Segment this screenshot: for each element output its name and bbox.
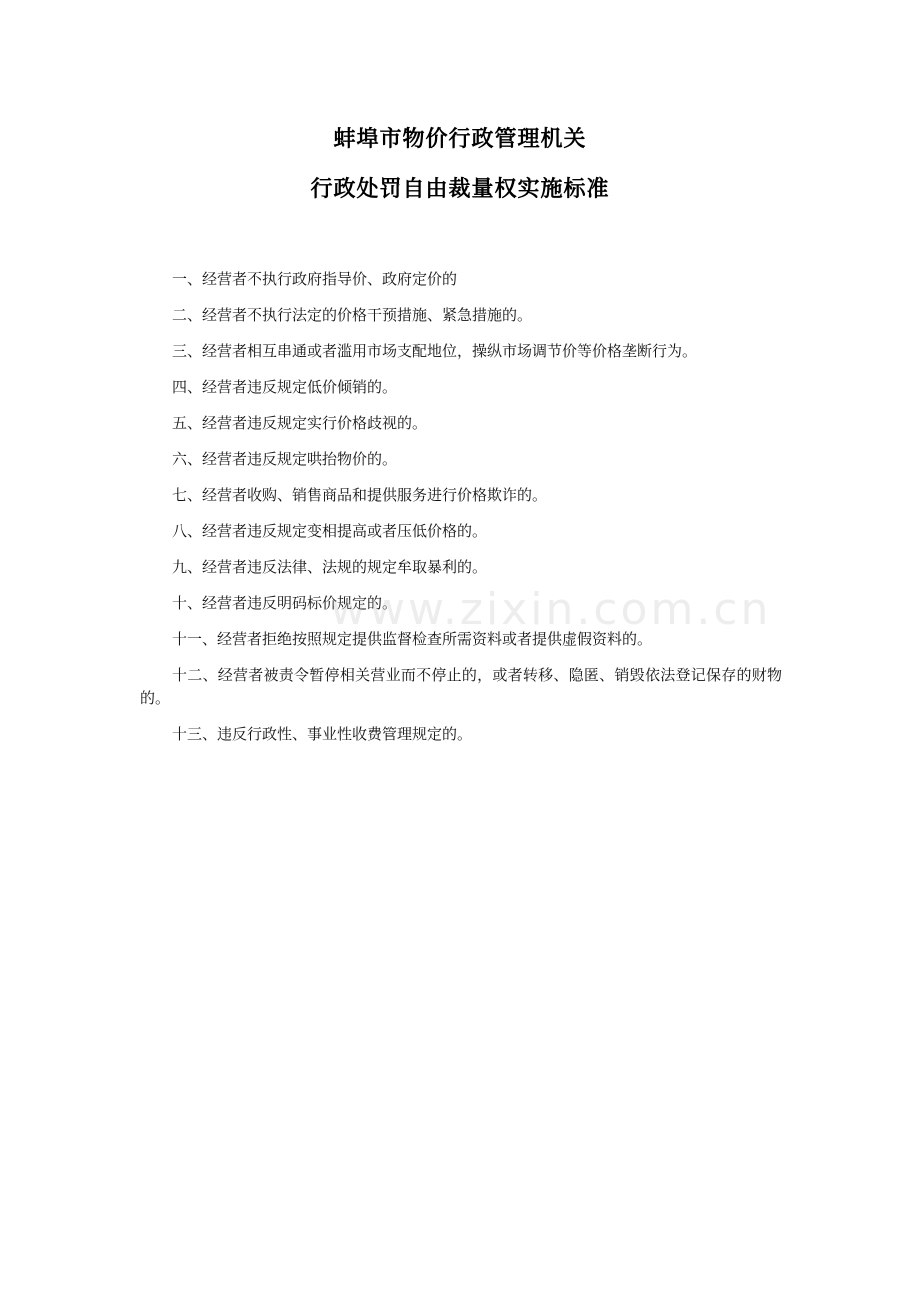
list-item: 七、经营者收购、销售商品和提供服务进行价格欺诈的。 [172, 486, 548, 504]
list-item: 三、经营者相互串通或者滥用市场支配地位，操纵市场调节价等价格垄断行为。 [172, 342, 698, 360]
list-item: 十三、违反行政性、事业性收费管理规定的。 [172, 725, 473, 743]
list-item: 六、经营者违反规定哄抬物价的。 [172, 450, 398, 468]
list-item: 九、经营者违反法律、法规的规定牟取暴利的。 [172, 558, 488, 576]
list-item: 一、经营者不执行政府指导价、政府定价的 [172, 270, 458, 288]
list-item: 十一、经营者拒绝按照规定提供监督检查所需资料或者提供虚假资料的。 [172, 630, 653, 648]
document-title-line2: 行政处罚自由裁量权实施标准 [310, 177, 610, 202]
list-item: 二、经营者不执行法定的价格干预措施、紧急措施的。 [172, 306, 533, 324]
list-item: 四、经营者违反规定低价倾销的。 [172, 378, 398, 396]
list-item: 十、经营者违反明码标价规定的。 [172, 594, 398, 612]
document-title-line1: 蚌埠市物价行政管理机关 [333, 127, 587, 152]
list-item: 五、经营者违反规定实行价格歧视的。 [172, 414, 428, 432]
list-item: 八、经营者违反规定变相提高或者压低价格的。 [172, 522, 488, 540]
list-item: 十二、经营者被责令暂停相关营业而不停止的，或者转移、隐匿、销毁依法登记保存的财物的。 [140, 666, 782, 707]
item-list [140, 268, 782, 759]
watermark: www.zixin.com.cn [330, 584, 772, 635]
